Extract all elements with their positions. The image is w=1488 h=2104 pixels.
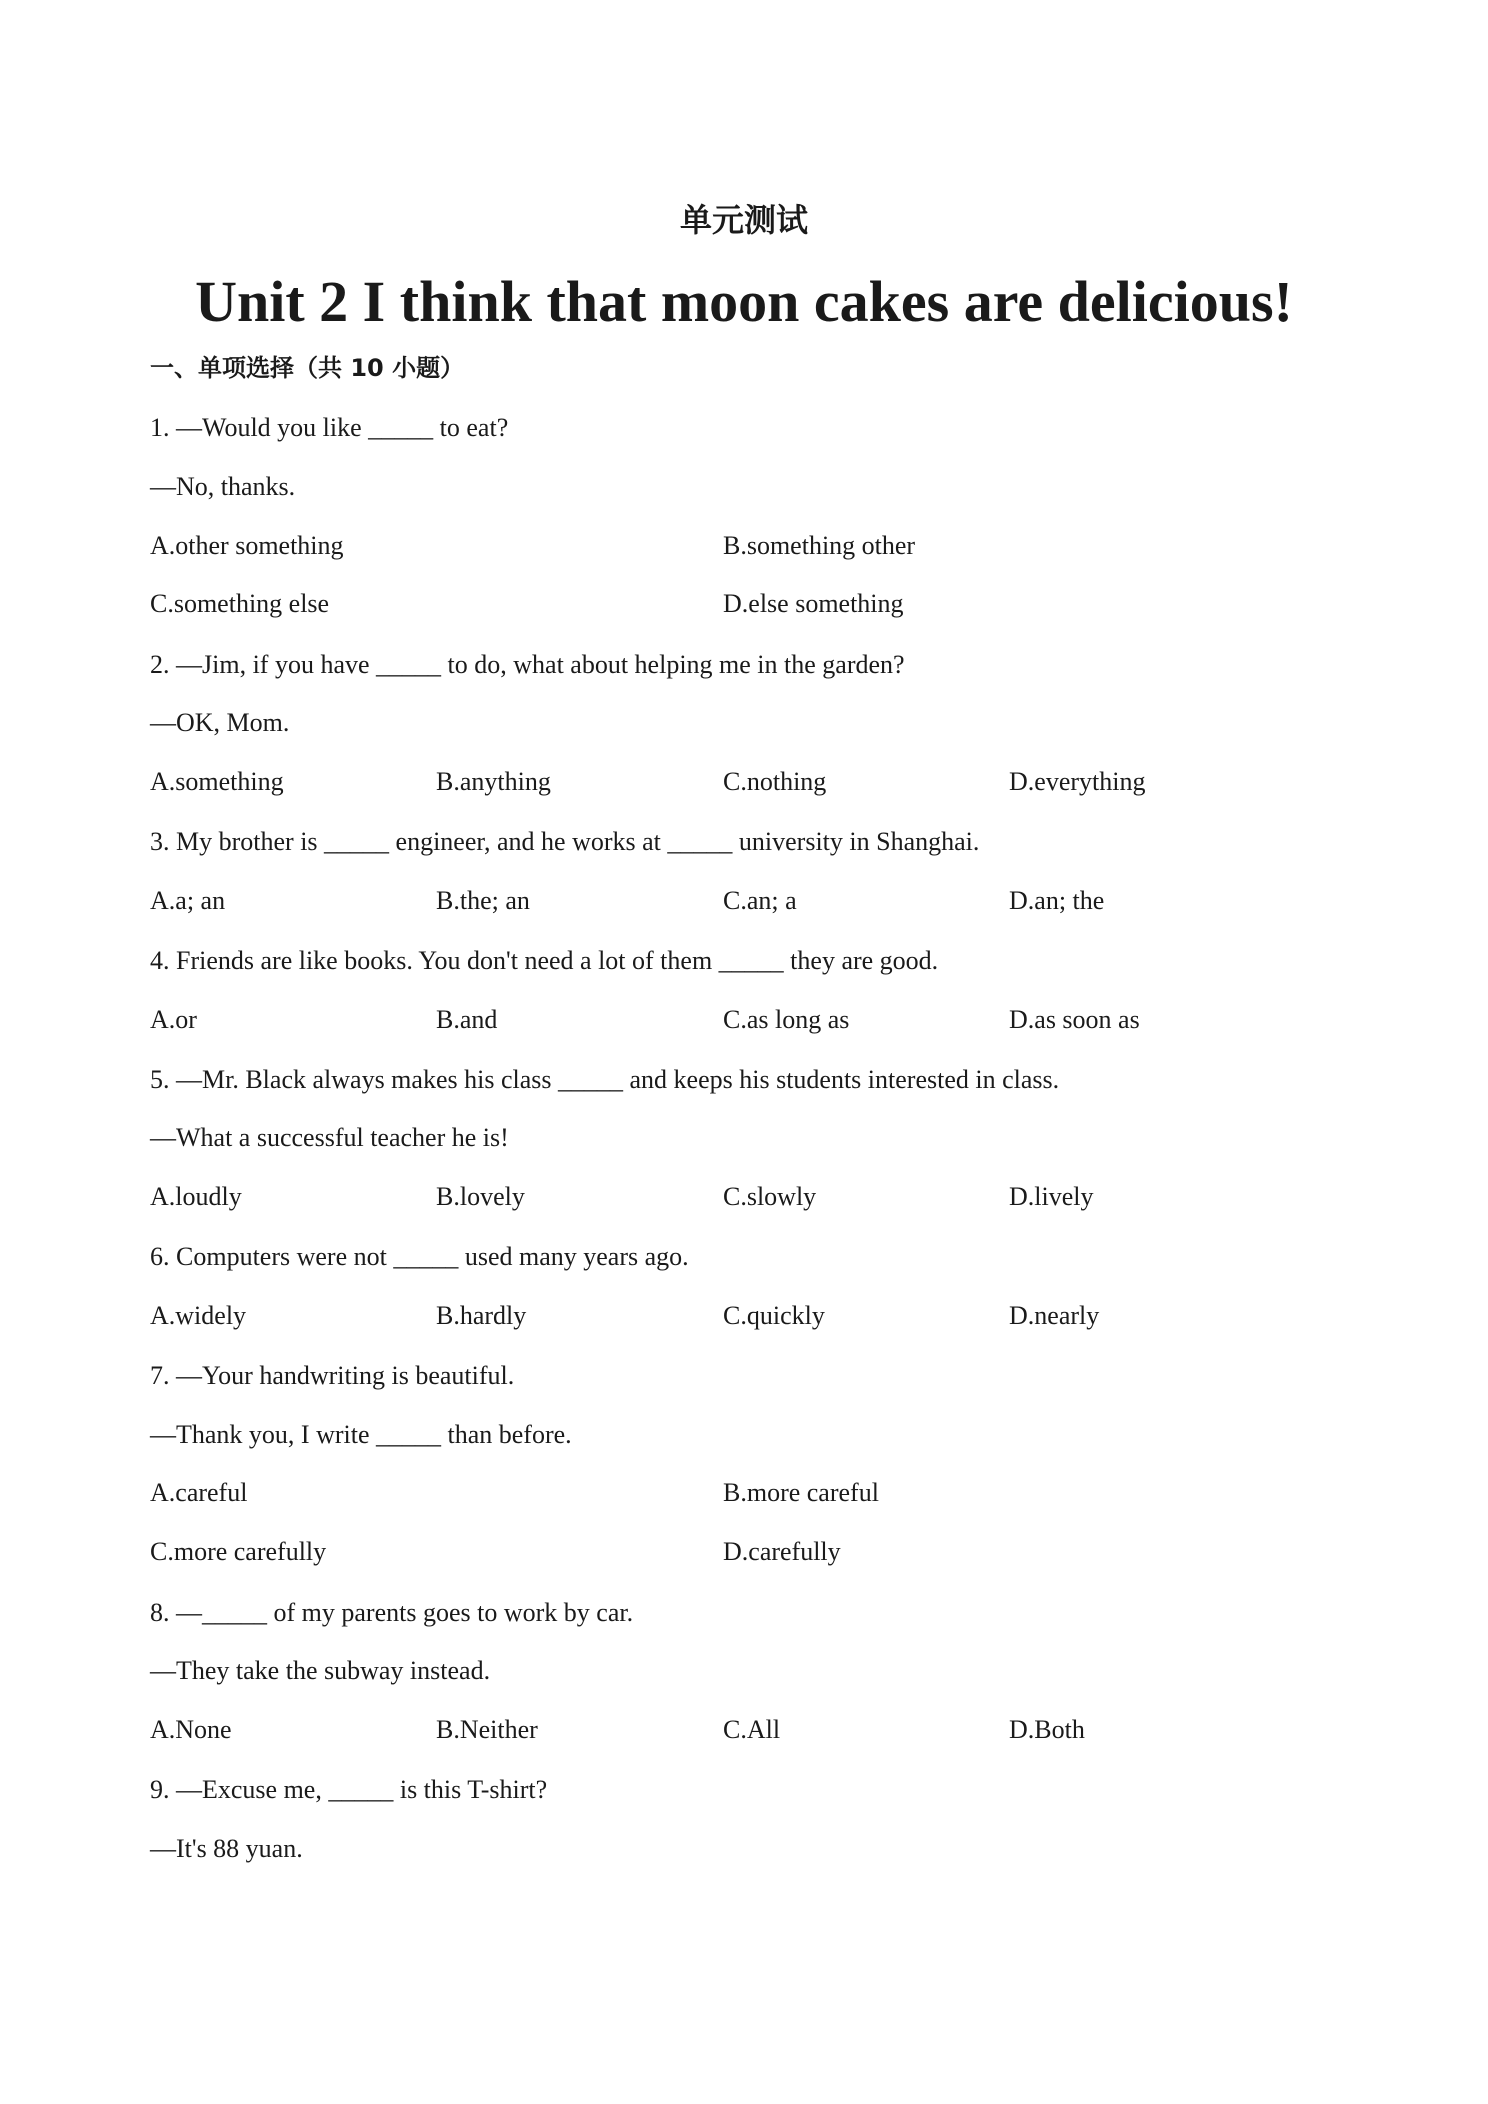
question-2-reply: —OK, Mom.	[150, 708, 290, 737]
question-8-option-b[interactable]: B.Neither	[436, 1715, 538, 1744]
question-8-option-c[interactable]: C.All	[723, 1715, 781, 1744]
question-8-option-d[interactable]: D.Both	[1009, 1715, 1085, 1744]
question-3-option-a[interactable]: A.a; an	[150, 886, 226, 915]
question-5-option-a[interactable]: A.loudly	[150, 1182, 242, 1211]
question-7-stem: 7. —Your handwriting is beautiful.	[150, 1361, 515, 1390]
question-7-option-c[interactable]: C.more carefully	[150, 1537, 327, 1566]
question-3-stem: 3. My brother is _____ engineer, and he works at _____ university in Shanghai.	[150, 827, 980, 856]
question-5-stem: 5. —Mr. Black always makes his class _____ and keeps his students interested in class.	[150, 1065, 1060, 1094]
question-3-option-c[interactable]: C.an; a	[723, 886, 797, 915]
question-5-option-c[interactable]: C.slowly	[723, 1182, 817, 1211]
question-8-option-a[interactable]: A.None	[150, 1715, 232, 1744]
question-5-option-d[interactable]: D.lively	[1009, 1182, 1094, 1211]
question-7-reply: —Thank you, I write _____ than before.	[150, 1420, 572, 1449]
question-2-option-d[interactable]: D.everything	[1009, 767, 1146, 796]
question-9-reply: —It's 88 yuan.	[150, 1834, 303, 1863]
unit-test-subtitle: 单元测试	[679, 201, 808, 239]
question-6-option-a[interactable]: A.widely	[150, 1301, 247, 1330]
question-4-stem: 4. Friends are like books. You don't need a lot of them _____ they are good.	[150, 946, 939, 975]
question-2-option-b[interactable]: B.anything	[436, 767, 551, 796]
question-5-option-b[interactable]: B.lovely	[436, 1182, 525, 1211]
question-6-option-c[interactable]: C.quickly	[723, 1301, 825, 1330]
question-3-option-b[interactable]: B.the; an	[436, 886, 530, 915]
question-7-option-b[interactable]: B.more careful	[723, 1478, 879, 1507]
question-1-option-a[interactable]: A.other something	[150, 531, 344, 560]
question-6-option-d[interactable]: D.nearly	[1009, 1301, 1100, 1330]
question-1-option-c[interactable]: C.something else	[150, 589, 330, 618]
question-1-stem: 1. —Would you like _____ to eat?	[150, 413, 509, 442]
question-3-option-d[interactable]: D.an; the	[1009, 886, 1105, 915]
question-5-reply: —What a successful teacher he is!	[150, 1123, 509, 1152]
question-8-stem: 8. —_____ of my parents goes to work by car.	[150, 1598, 634, 1627]
question-1-option-b[interactable]: B.something other	[723, 531, 916, 560]
question-9-stem: 9. —Excuse me, _____ is this T-shirt?	[150, 1775, 548, 1804]
question-1-option-d[interactable]: D.else something	[723, 589, 904, 618]
question-7-option-d[interactable]: D.carefully	[723, 1537, 841, 1566]
question-2-option-a[interactable]: A.something	[150, 767, 284, 796]
section-heading: 一、单项选择（共 10 小题）	[150, 354, 465, 382]
question-4-option-c[interactable]: C.as long as	[723, 1005, 850, 1034]
question-4-option-d[interactable]: D.as soon as	[1009, 1005, 1140, 1034]
question-2-option-c[interactable]: C.nothing	[723, 767, 827, 796]
question-4-option-b[interactable]: B.and	[436, 1005, 498, 1034]
page-title: Unit 2 I think that moon cakes are delicious!	[195, 269, 1293, 334]
question-6-option-b[interactable]: B.hardly	[436, 1301, 527, 1330]
question-7-option-a[interactable]: A.careful	[150, 1478, 248, 1507]
question-2-stem: 2. —Jim, if you have _____ to do, what about helping me in the garden?	[150, 650, 905, 679]
question-1-reply: —No, thanks.	[150, 472, 296, 501]
question-4-option-a[interactable]: A.or	[150, 1005, 197, 1034]
question-6-stem: 6. Computers were not _____ used many years ago.	[150, 1242, 689, 1271]
question-8-reply: —They take the subway instead.	[150, 1656, 491, 1685]
